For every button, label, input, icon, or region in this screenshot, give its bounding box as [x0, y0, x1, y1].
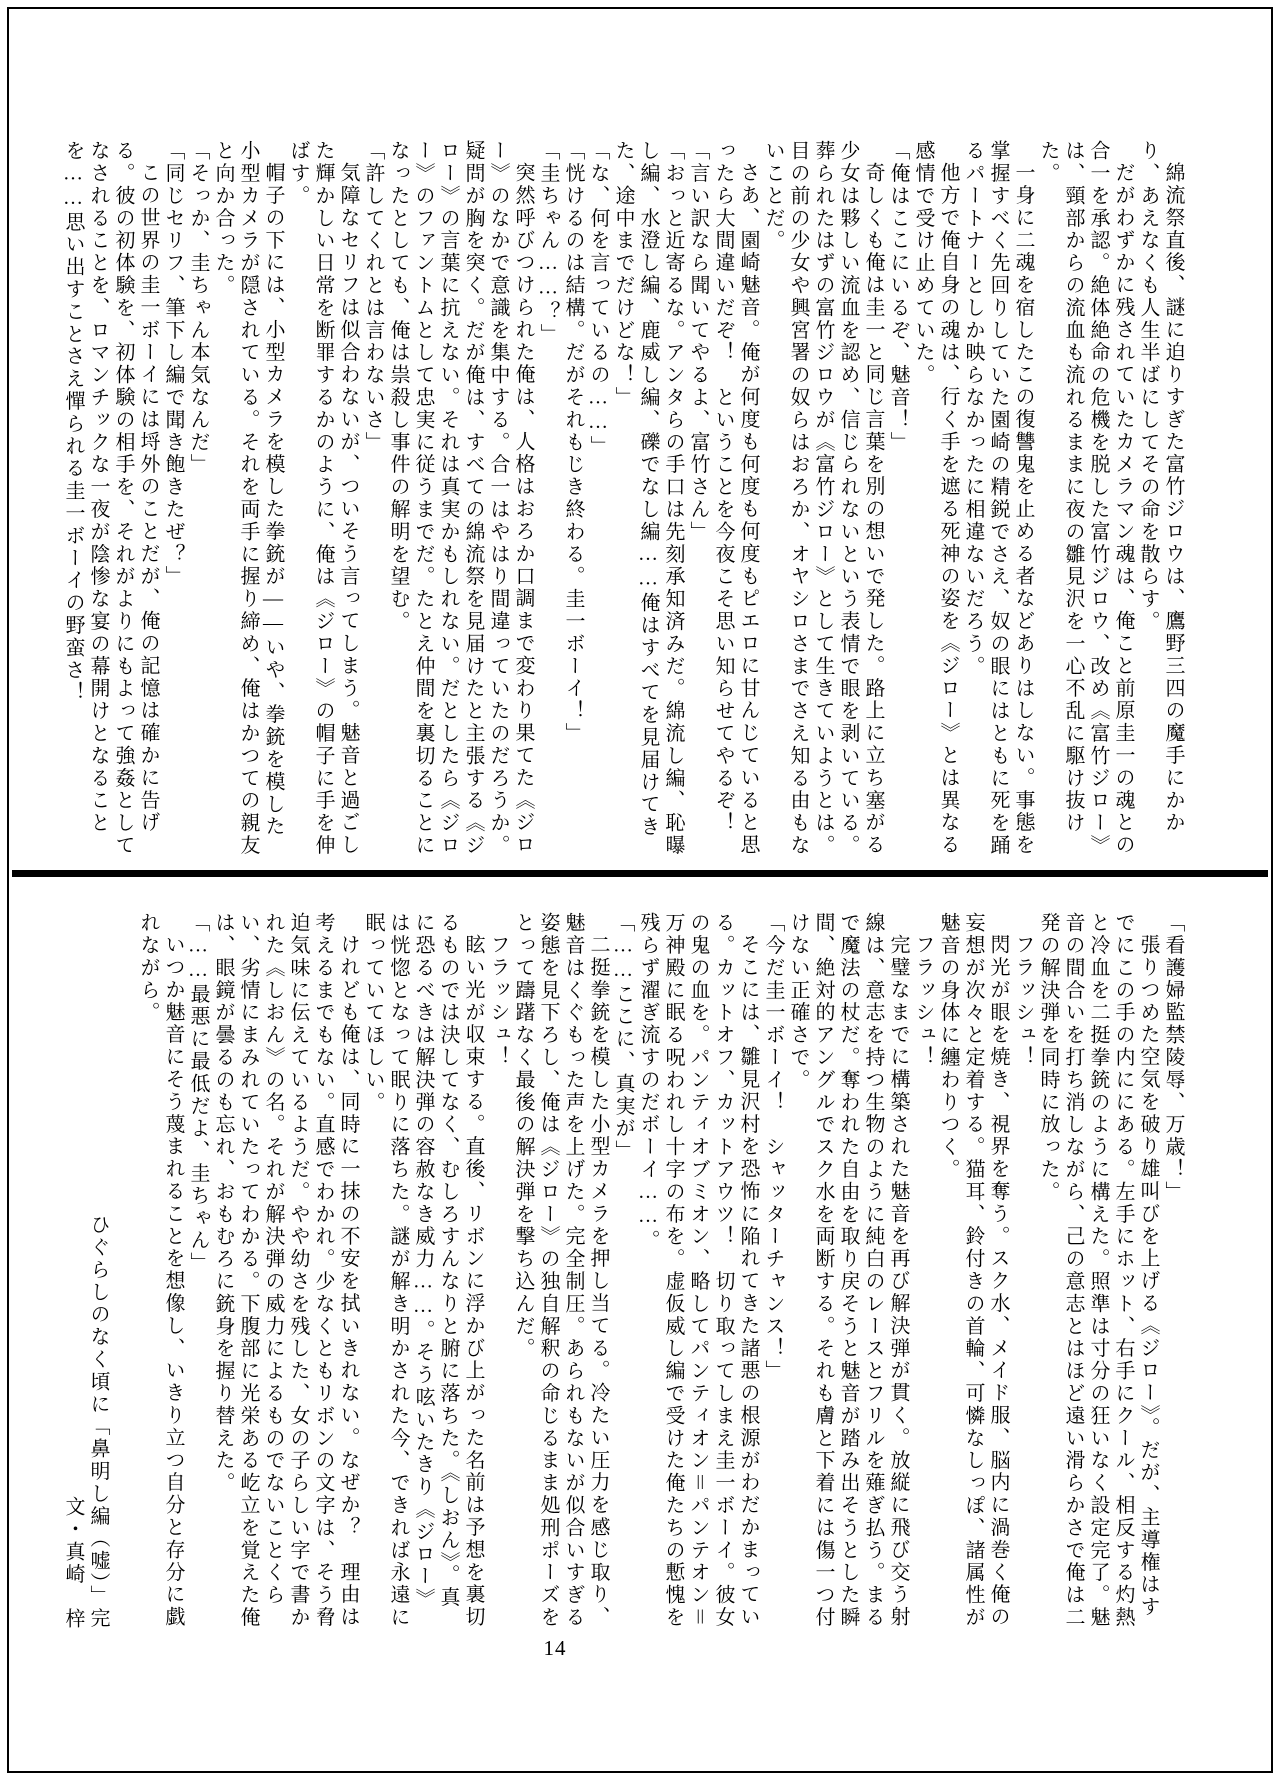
paragraph: 閃光が眼を焼き、視界を奪う。スク水、メイド服、脳内に渦巻く俺の妄想が次々と定着する。猫耳、鈴付きの首輪、可憐なしっぽ、諸属性が魅音の身体に纏わりつく。 [937, 912, 1009, 1629]
paragraph: 「看護婦監禁陵辱、万歳！」 [1162, 912, 1184, 1204]
paragraph: さあ、園崎魅音。俺が何度も何度も何度もピエロに甘んじていると思ったら大間違いだぞ！ ということを今夜こそ思い知らせてやるぞ！ [712, 140, 759, 857]
paragraph: 「圭ちゃん……？」 [537, 140, 559, 346]
page-number: 14 [543, 1636, 567, 1660]
paragraph: 「……最悪に最低だよ、圭ちゃん」 [187, 912, 209, 1275]
paragraph: いつか魅音にそう蔑まれることを想像し、いきり立つ自分と存分に戯れながら。 [137, 912, 184, 1629]
paragraph: 気障なセリフは似合わないが、ついそう言ってしまう。魅音と過ごした輝かしい日常を断罪するかのように、俺は《ジロー》の帽子に手を伸ばす。 [287, 140, 359, 857]
paragraph: だがわずかに残されていたカメラマン魂は、俺こと前原圭一の魂との合一を承認。絶体絶命の危機を脱した富竹ジロウ、改め《富竹ジロー》は、頸部からの流血も流れるままに夜の雛見沢を一心不乱に駆け抜けた。 [1037, 140, 1134, 857]
paragraph: 他方で俺自身の魂は、行く手を遮る死神の姿を《ジロー》とは異なる感情で受け止めていた。 [912, 140, 959, 857]
paragraph: 「同じセリフ、筆下し編で聞き飽きたぜ？」 [162, 140, 184, 588]
paragraph: 一身に二魂を宿したこの復讐鬼を止める者などありはしない。事態を掌握すべく先回りしていた園崎の精鋭でさえ、奴の眼にはともに死を踊るパートナーとしか映らなかったに相違ないだろう。 [962, 140, 1034, 857]
paragraph: 完璧なまでに構築された魅音を再び解決弾が貫く。放縦に飛び交う射線は、意志を持つ生物のように純白のレースとフリルを薙ぎ払う。まるで魔法の杖だ。奪われた自由を取り戻そうと魅音が踏み出そうとした瞬間、絶対的アングルでスク水を両断する。それも膚と下着には傷一つ付けない正確さで。 [787, 912, 909, 1629]
paragraph: 二挺拳銃を模した小型カメラを押し当てる。冷たい圧力を感じ取り、魅音はくぐもった声を上げた。完全制圧。あられもないが似合いすぎる姿態を見下ろし、俺は《ジロー》の独自解釈の命じるまま処刑ポーズをとって躊躇なく最後の解決弾を撃ち込んだ。 [512, 912, 609, 1629]
section-divider [12, 870, 1268, 877]
paragraph: 「俺はここにいるぞ、魅音！」 [887, 140, 909, 454]
paragraph: 帽子の下には、小型カメラを模した拳銃が――いや、拳銃を模した小型カメラが隠されている。それを両手に握り締め、俺はかつての親友と向か合った。 [212, 140, 284, 857]
paragraph: 「……ここに、真実が」 [612, 912, 634, 1163]
paragraph: 「今だ圭一ボーイ！ シャッターチャンス！」 [762, 912, 784, 1383]
paragraph: 綿流祭直後、謎に迫りすぎた富竹ジロウは、鷹野三四の魔手にかかり、あえなくも人生半ばにしてその命を散らす。 [1137, 140, 1184, 835]
bottom-text-block [55, 912, 1185, 1630]
paragraph: 「おっと近寄るな。アンタらの手口は先刻承知済みだ。綿流し編、恥曝し編、水澄し編、鹿威し編、礫でなし編……俺はすべてを見届けてきた、途中までだけどな！」 [612, 140, 684, 857]
paragraph: 「恍けるのは結構。だがそれもじき終わる。圭一ボーイ！」 [562, 140, 584, 745]
author-credit: 文・真崎 梓 [62, 1495, 84, 1630]
paragraph: 張りつめた空気を破り雄叫びを上げる《ジロー》。だが、主導権はすでにこの手の内ににある。左手にホット、右手にクール、相反する灼熱と冷血を二挺拳銃のように構えた。照準は寸分の狂いなく設定完了。魅音の間合いを打ち消しながら、己の意志とはほど遠い滑らかさで俺は二発の解決弾を同時に放った。 [1037, 912, 1159, 1629]
paragraph: フラッシュ！ [1012, 934, 1034, 1069]
paragraph: けれども俺は、同時に一抹の不安を拭いきれない。なぜか？ 理由は考えるまでもない。直感でわかれ。少なくともリボンの文字は、そう脅迫気味に伝えているようだ。やや幼さを残した、女の子らしい字で書かれた《しおん》の名。それが解決弾の威力によるものでないことくらい、劣情にまみれていたってわかる。下腹部に光栄ある屹立を覚えた俺は、眼鏡が曇るのも忘れ、おもむろに銃身を握り替えた。 [212, 912, 359, 1629]
paragraph: 眩い光が収束する。直後、リボンに浮かび上がった名前は予想を裏切るものでは決してなく、むしろすんなりと腑に落ちた。《しおん》。真に恐るべきは解決弾の容赦なき威力……。そう呟いたきり《ジロー》は恍惚となって眠りに落ちた。謎が解き明かされた今、できれば永遠に眠っていてほしい。 [362, 912, 484, 1629]
paragraph: フラッシュ！ [912, 934, 934, 1069]
paragraph: この世界の圭一ボーイには埒外のことだが、俺の記憶は確かに告げる。彼の初体験を、初体験の相手を、それがよりにもよって強姦としてなされることを、ロマンチックな一夜が陰惨な宴の幕開けとなることを……思い出すことさえ憚られる圭一ボーイの野蛮さ！ [62, 140, 159, 857]
paragraph: 「な、何を言っているの……」 [587, 140, 609, 458]
paragraph: 奇しくも俺は圭一と同じ言葉を別の想いで発した。路上に立ち塞がる少女は夥しい流血を認め、信じられないという表情で眼を剥いている。葬られたはずの富竹ジロウが《富竹ジロー》として生きていようとは。目の前の少女や興宮署の奴らはおろか、オヤシロさまでさえ知る由もないことだ。 [762, 140, 884, 857]
top-text-block [62, 140, 1185, 858]
paragraph: そこには、雛見沢村を恐怖に陥れてきた諸悪の根源がわだかまっている。カットオフ、カットアウツ！ 切り取ってしまえ圭一ボーイ。彼女の鬼の血を。パンティオブミオン、略してパンティオン＝パンテオン＝万神殿に眠る呪われし十字の布を。虚仮威し編で受けた俺たちの慙愧を残らず濯ぎ流すのだボーイ……。 [637, 912, 759, 1629]
paragraph: 「言い訳なら聞いてやるよ、富竹さん」 [687, 140, 709, 544]
story-title-credit: ひぐらしのなく頃に「鼻明し編（嘘）」完 [87, 1214, 109, 1630]
paragraph: 「許してくれとは言わないさ」 [362, 140, 384, 454]
paragraph: 「そっか、圭ちゃん本気なんだ」 [187, 140, 209, 476]
paragraph: 突然呼びつけられた俺は、人格はおろか口調まで変わり果てた《ジロー》のなかで意識を集中する。合一はやはり間違っていたのだろうか。疑問が胸を突く。だが俺は、すべての綿流祭を見届けたと主張する《ジロー》の言葉に抗えない。それは真実かもしれない。だとしたら《ジロー》のファントムとして忠実に従うまでだ。たとえ仲間を裏切ることになったとしても、俺は祟殺し事件の解明を望む。 [387, 140, 534, 857]
paragraph: フラッシュ！ [487, 934, 509, 1069]
